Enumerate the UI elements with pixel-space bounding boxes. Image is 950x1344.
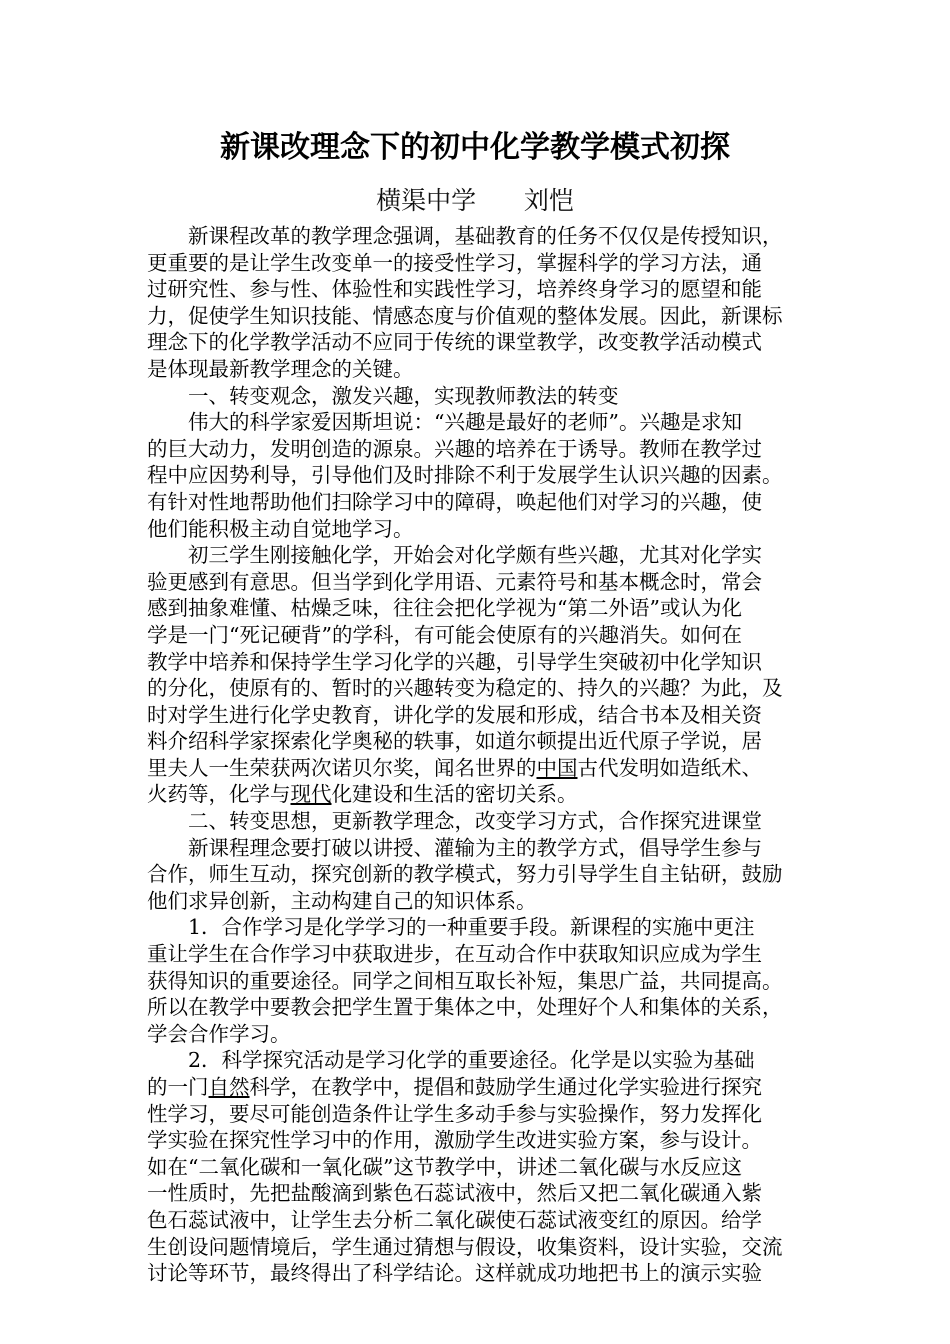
body-line: 教学中培养和保持学生学习化学的兴趣，引导学生突破初中化学知识 [147,649,762,674]
section-heading-1: 一、转变观念，激发兴趣，实现教师教法的转变 [188,383,619,408]
body-line: 学会合作学习。 [147,1021,291,1046]
body-line: 力，促使学生知识技能、情感态度与价值观的整体发展。因此，新课标 [147,303,783,328]
body-line: 有针对性地帮助他们扫除学习中的障碍，唤起他们对学习的兴趣，使 [147,489,762,514]
body-line [147,781,817,808]
body-line: 理念下的化学教学活动不应同于传统的课堂教学，改变教学活动模式 [147,330,762,355]
document-title: 新课改理念下的初中化学教学模式初探 [220,130,730,165]
body-line: 的分化，使原有的、暂时的兴趣转变为稳定的、持久的兴趣？为此，及 [147,676,783,701]
body-line: 新课程改革的教学理念强调，基础教育的任务不仅仅是传授知识， [188,224,783,248]
body-line: 新课程理念要打破以讲授、灌输为主的教学方式，倡导学生参与 [188,835,762,860]
body-line: 如在“二氧化碳和一氧化碳”这节教学中，讲述二氧化碳与水反应这 [147,1154,742,1179]
body-line: 更重要的是让学生改变单一的接受性学习，掌握科学的学习方法，通 [147,250,762,275]
document-body [147,223,817,1287]
body-line: 的巨大动力，发明创造的源泉。兴趣的培养在于诱导。教师在教学过 [147,436,762,461]
body-line: 性学习，要尽可能创造条件让学生多动手参与实验操作，努力发挥化 [147,1101,762,1126]
section-heading-2: 二、转变思想，更新教学理念，改变学习方式，合作探究进课堂 [188,809,762,834]
body-line: 所以在教学中要教会把学生置于集体之中，处理好个人和集体的关系， [147,995,783,1020]
body-line: 他们能积极主动自觉地学习。 [147,516,414,541]
body-line: 2．科学探究活动是学习化学的重要途径。化学是以实验为基础 [188,1048,755,1073]
body-line: 程中应因势利导，引导他们及时排除不利于发展学生认识兴趣的因素。 [147,463,783,488]
body-text: 的一门 [147,1075,209,1099]
body-text: 化建设和生活的密切关系。 [331,782,578,807]
body-line: 是体现最新教学理念的关键。 [147,356,414,381]
body-line: 料介绍科学家探索化学奥秘的轶事，如道尔顿提出近代原子学说，居 [147,729,762,754]
body-line: 初三学生刚接触化学，开始会对化学颇有些兴趣，尤其对化学实 [188,543,762,568]
link-modern[interactable]: 现代 [290,782,332,807]
body-line: 获得知识的重要途径。同学之间相互取长补短，集思广益，共同提高。 [147,968,783,993]
body-text: 里夫人一生荣获两次诺贝尔奖，闻名世界的 [147,755,537,780]
body-line: 过研究性、参与性、体验性和实践性学习，培养终身学习的愿望和能 [147,277,762,302]
body-line: 他们求异创新，主动构建自己的知识体系。 [147,888,537,913]
body-line: 合作，师生互动，探究创新的教学模式，努力引导学生自主钻研，鼓励 [147,862,783,887]
document-author: 横渠中学 刘恺 [376,186,574,215]
body-text: 科学，在教学中，提倡和鼓励学生通过化学实验进行探究 [249,1075,762,1099]
body-text: 火药等，化学与 [147,782,291,807]
body-line: 一性质时，先把盐酸滴到紫色石蕊试液中，然后又把二氧化碳通入紫 [147,1181,762,1206]
body-line: 色石蕊试液中，让学生去分析二氧化碳使石蕊试液变红的原因。给学 [147,1207,762,1232]
body-line [147,1074,817,1101]
body-line: 学是一门“死记硬背”的学科，有可能会使原有的兴趣消失。如何在 [147,622,742,647]
body-line: 验更感到有意思。但当学到化学用语、元素符号和基本概念时，常会 [147,569,762,594]
body-line: 1．合作学习是化学学习的一种重要手段。新课程的实施中更注 [188,915,755,940]
link-nature[interactable]: 自然 [208,1075,250,1099]
body-text: 古代发明如造纸术、 [577,755,762,780]
body-line: 讨论等环节，最终得出了科学结论。这样就成功地把书上的演示实验 [147,1261,762,1286]
body-line: 伟大的科学家爱因斯坦说：“兴趣是最好的老师”。兴趣是求知 [188,410,742,435]
link-china[interactable]: 中国 [536,755,578,780]
body-line: 重让学生在合作学习中获取进步，在互动合作中获取知识应成为学生 [147,942,762,967]
body-line: 学实验在探究性学习中的作用，激励学生改进实验方案，参与设计。 [147,1128,762,1153]
body-line: 时对学生进行化学史教育，讲化学的发展和形成，结合书本及相关资 [147,702,762,727]
body-line [147,755,817,782]
body-line: 感到抽象难懂、枯燥乏味，往往会把化学视为“第二外语”或认为化 [147,596,742,621]
body-line: 生创设问题情境后，学生通过猜想与假设，收集资料，设计实验，交流 [147,1234,783,1259]
